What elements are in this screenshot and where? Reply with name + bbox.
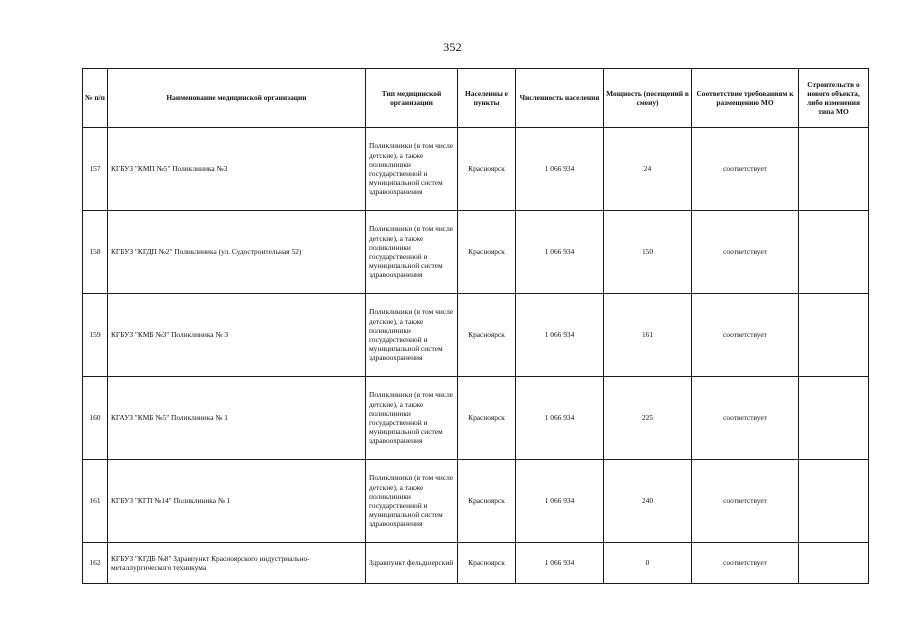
row-type: Поликлиники (в том числе детские), а также поликлиники государственной и муниципальной систем здравоохранения — [366, 294, 458, 377]
table-header-row — [83, 69, 869, 128]
row-locality: Красноярск — [458, 543, 516, 584]
header-type: Тип медицинской организации — [366, 69, 458, 128]
row-capacity: 161 — [604, 294, 692, 377]
row-num: 158 — [83, 211, 108, 294]
row-population: 1 066 934 — [516, 460, 604, 543]
row-capacity: 150 — [604, 211, 692, 294]
row-locality: Красноярск — [458, 377, 516, 460]
row-population: 1 066 934 — [516, 294, 604, 377]
row-capacity: 240 — [604, 460, 692, 543]
header-compliance: Соответствие требованиям к размещению МО — [692, 69, 799, 128]
table-row — [83, 128, 869, 211]
row-name: КГБУЗ "КМП №5" Поликлиника №3 — [108, 128, 366, 211]
row-construction — [799, 460, 869, 543]
row-compliance: соответствует — [692, 294, 799, 377]
row-name: КГБУЗ "КГДП №2" Поликлиника (ул. Судостроительная 52) — [108, 211, 366, 294]
row-name: КГБУЗ "КГП №14" Поликлиника № 1 — [108, 460, 366, 543]
row-type: Поликлиники (в том числе детские), а также поликлиники государственной и муниципальной систем здравоохранения — [366, 128, 458, 211]
row-num: 161 — [83, 460, 108, 543]
row-capacity: 0 — [604, 543, 692, 584]
row-num: 157 — [83, 128, 108, 211]
row-name: КГАУЗ "КМБ №5" Поликлиника № 1 — [108, 377, 366, 460]
header-population: Численность населения — [516, 69, 604, 128]
row-compliance: соответствует — [692, 543, 799, 584]
row-locality: Красноярск — [458, 460, 516, 543]
row-locality: Красноярск — [458, 294, 516, 377]
row-compliance: соответствует — [692, 377, 799, 460]
row-num: 162 — [83, 543, 108, 584]
table-row — [83, 543, 869, 584]
table-row — [83, 377, 869, 460]
header-num: № п/п — [83, 69, 108, 128]
table-row — [83, 294, 869, 377]
row-num: 159 — [83, 294, 108, 377]
row-locality: Красноярск — [458, 211, 516, 294]
header-capacity: Мощность (посещений в смену) — [604, 69, 692, 128]
row-locality: Красноярск — [458, 128, 516, 211]
row-population: 1 066 934 — [516, 377, 604, 460]
header-name: Наименование медицинской организации — [108, 69, 366, 128]
page-number: 352 — [443, 40, 462, 54]
row-name: КГБУЗ "КМБ №3" Поликлиника № 3 — [108, 294, 366, 377]
row-type: Здравпункт фельдшерский — [366, 543, 458, 584]
row-type: Поликлиники (в том числе детские), а также поликлиники государственной и муниципальной систем здравоохранения — [366, 460, 458, 543]
row-name: КГБУЗ "КГДБ №8" Здравпункт Красноярского индустриально-металлургического техникума — [108, 543, 366, 584]
row-compliance: соответствует — [692, 211, 799, 294]
row-construction — [799, 294, 869, 377]
header-locality: Населенны е пункты — [458, 69, 516, 128]
row-type: Поликлиники (в том числе детские), а также поликлиники государственной и муниципальной систем здравоохранения — [366, 211, 458, 294]
row-capacity: 24 — [604, 128, 692, 211]
row-construction — [799, 211, 869, 294]
row-construction — [799, 377, 869, 460]
row-population: 1 066 934 — [516, 543, 604, 584]
table-row — [83, 460, 869, 543]
row-num: 160 — [83, 377, 108, 460]
table-row — [83, 211, 869, 294]
header-construction: Строительств о нового объекта, либо изменения типа МО — [799, 69, 869, 128]
row-type: Поликлиники (в том числе детские), а также поликлиники государственной и муниципальной систем здравоохранения — [366, 377, 458, 460]
row-construction — [799, 128, 869, 211]
row-compliance: соответствует — [692, 460, 799, 543]
row-construction — [799, 543, 869, 584]
row-population: 1 066 934 — [516, 128, 604, 211]
medical-organizations-table — [82, 68, 869, 584]
row-capacity: 225 — [604, 377, 692, 460]
row-population: 1 066 934 — [516, 211, 604, 294]
row-compliance: соответствует — [692, 128, 799, 211]
